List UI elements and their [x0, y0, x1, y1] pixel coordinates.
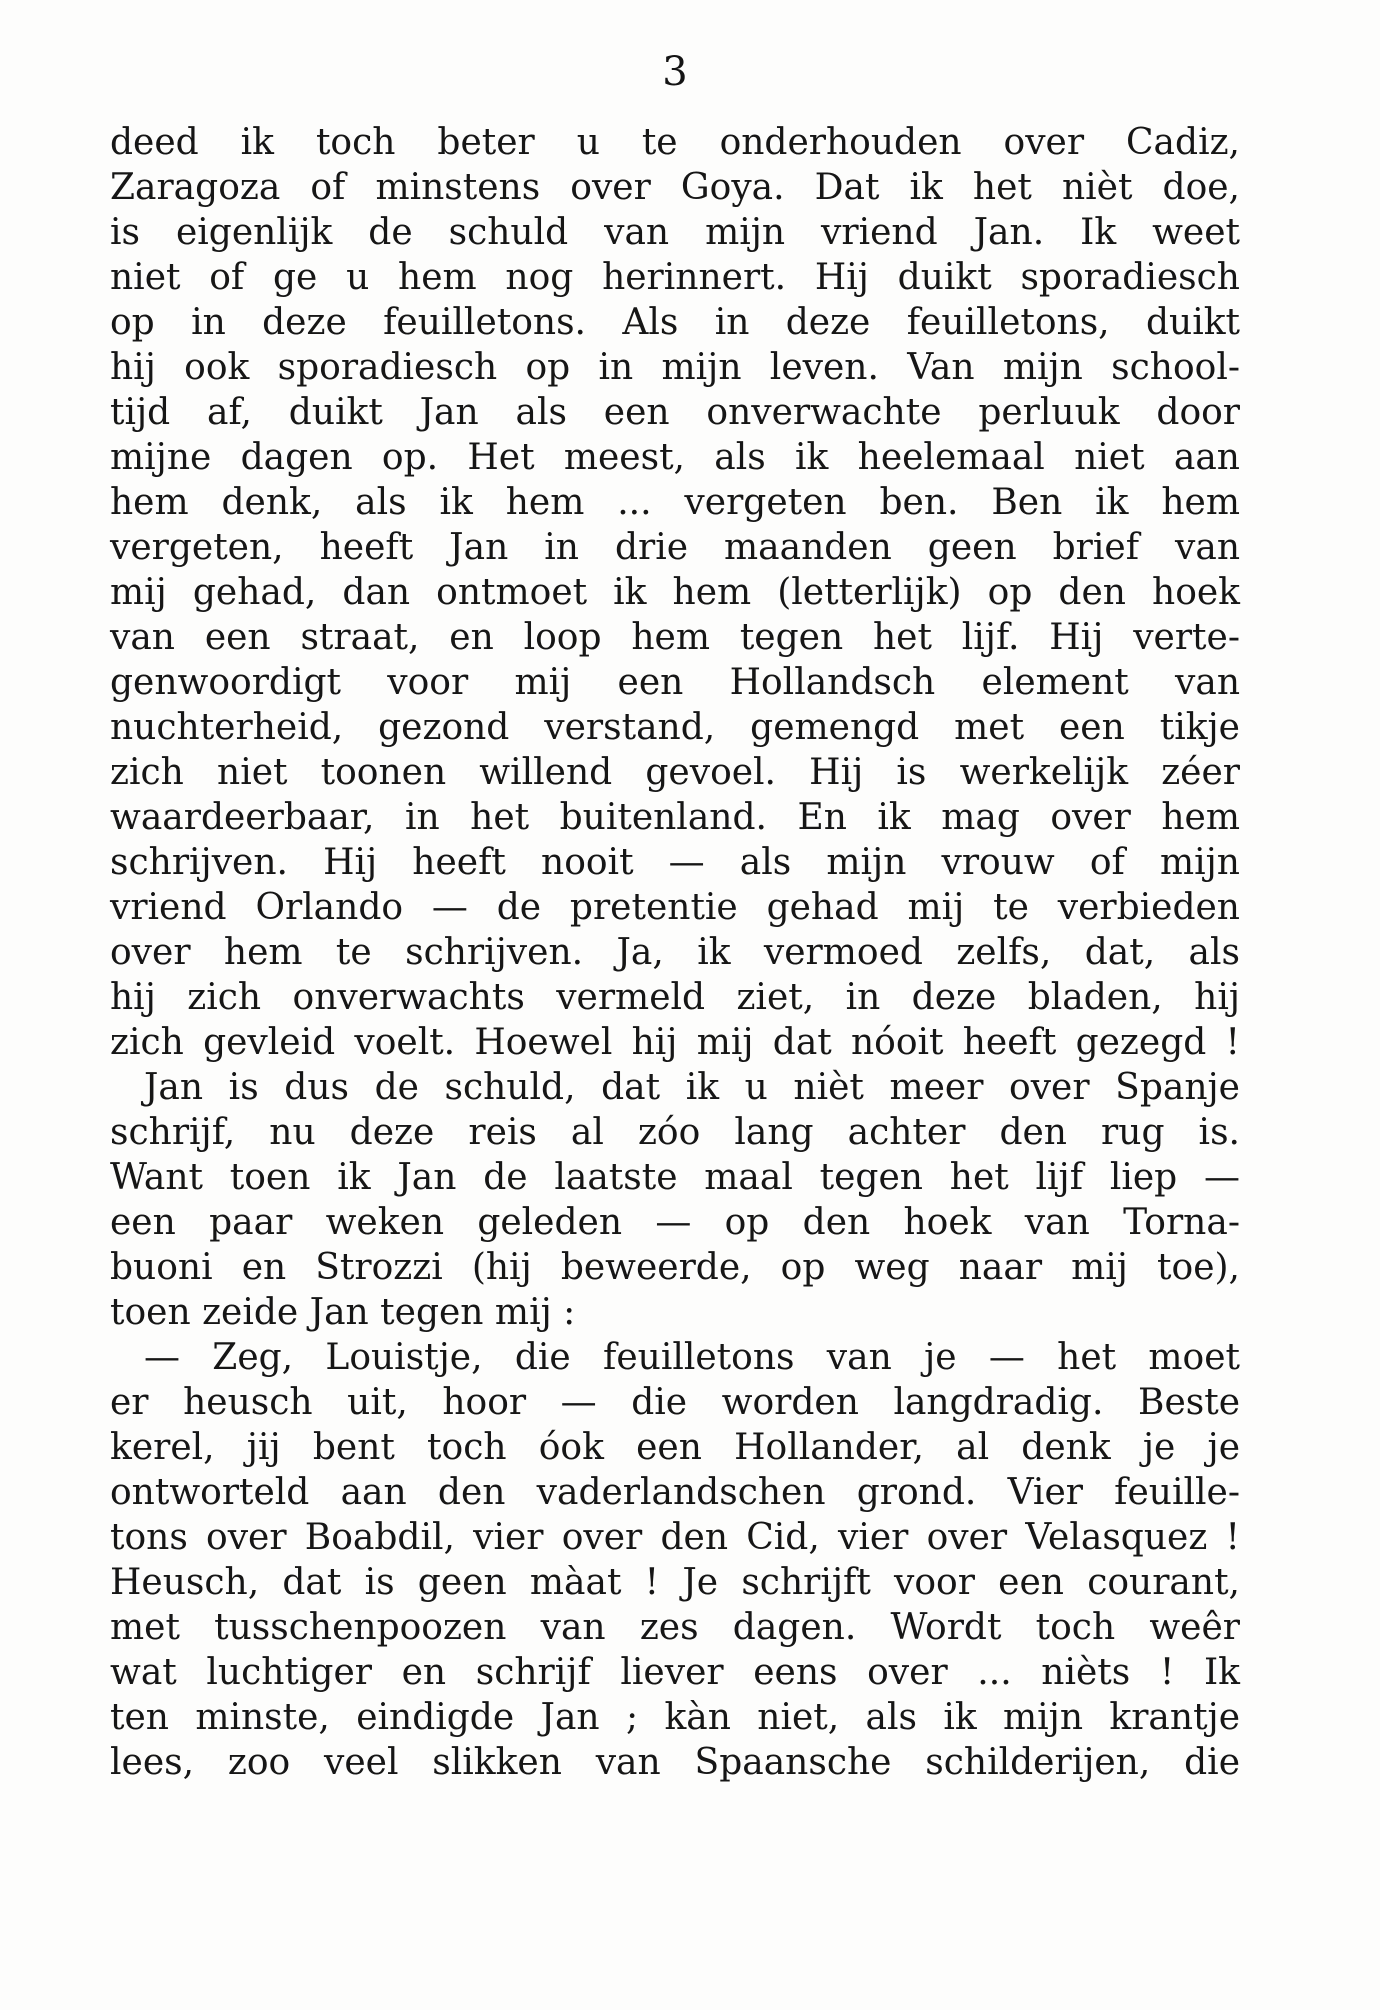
text-line: buoni en Strozzi (hij beweerde, op weg naar mij toe), — [110, 1247, 1240, 1288]
text-line: niet of ge u hem nog herinnert. Hij duikt sporadiesch — [110, 257, 1240, 298]
text-line: ontworteld aan den vaderlandschen grond. Vier feuille- — [110, 1472, 1240, 1513]
text-line: Jan is dus de schuld, dat ik u nièt meer over Spanje — [144, 1067, 1240, 1108]
text-line: ten minste, eindigde Jan ; kàn niet, als ik mijn krantje — [110, 1697, 1240, 1738]
page-number: 3 — [662, 49, 688, 95]
text-line: mij gehad, dan ontmoet ik hem (letterlijk) op den hoek — [110, 572, 1240, 613]
text-line: mijne dagen op. Het meest, als ik heelemaal niet aan — [110, 437, 1240, 478]
text-line: zich niet toonen willend gevoel. Hij is werkelijk zéer — [110, 752, 1240, 793]
text-line: een paar weken geleden — op den hoek van Torna- — [110, 1202, 1240, 1243]
text-line: wat luchtiger en schrijf liever eens over ... nièts ! Ik — [110, 1652, 1240, 1693]
text-line: er heusch uit, hoor — die worden langdradig. Beste — [110, 1382, 1240, 1423]
text-line: schrijven. Hij heeft nooit — als mijn vrouw of mijn — [110, 842, 1240, 883]
text-line: toen zeide Jan tegen mij : — [110, 1292, 576, 1333]
text-line: — Zeg, Louistje, die feuilletons van je — het moet — [144, 1337, 1240, 1378]
text-line: kerel, jij bent toch óok een Hollander, al denk je je — [110, 1427, 1240, 1468]
text-line: van een straat, en loop hem tegen het lijf. Hij verte- — [110, 617, 1240, 658]
text-line: Heusch, dat is geen màat ! Je schrijft voor een courant, — [110, 1562, 1240, 1603]
text-line: hem denk, als ik hem ... vergeten ben. Ben ik hem — [110, 482, 1240, 523]
text-line: deed ik toch beter u te onderhouden over Cadiz, — [110, 122, 1240, 163]
text-line: vergeten, heeft Jan in drie maanden geen brief van — [110, 527, 1240, 568]
text-line: Want toen ik Jan de laatste maal tegen het lijf liep — — [110, 1157, 1240, 1198]
text-line: hij ook sporadiesch op in mijn leven. Van mijn school- — [110, 347, 1240, 388]
text-line: over hem te schrijven. Ja, ik vermoed zelfs, dat, als — [110, 932, 1240, 973]
text-line: nuchterheid, gezond verstand, gemengd met een tikje — [110, 707, 1240, 748]
text-line: hij zich onverwachts vermeld ziet, in deze bladen, hij — [110, 977, 1240, 1018]
text-line: is eigenlijk de schuld van mijn vriend Jan. Ik weet — [110, 212, 1240, 253]
text-line: schrijf, nu deze reis al zóo lang achter den rug is. — [110, 1112, 1240, 1153]
text-line: genwoordigt voor mij een Hollandsch element van — [110, 662, 1240, 703]
text-line: waardeerbaar, in het buitenland. En ik mag over hem — [110, 797, 1240, 838]
text-line: tons over Boabdil, vier over den Cid, vier over Velasquez ! — [110, 1517, 1240, 1558]
text-line: lees, zoo veel slikken van Spaansche schilderijen, die — [110, 1742, 1240, 1783]
text-line: vriend Orlando — de pretentie gehad mij te verbieden — [110, 887, 1240, 928]
text-line: op in deze feuilletons. Als in deze feuilletons, duikt — [110, 302, 1240, 343]
text-line: Zaragoza of minstens over Goya. Dat ik het nièt doe, — [110, 167, 1240, 208]
text-line: met tusschenpoozen van zes dagen. Wordt toch weêr — [110, 1607, 1240, 1648]
body-text — [110, 120, 1240, 1785]
text-line: zich gevleid voelt. Hoewel hij mij dat nóoit heeft gezegd ! — [110, 1022, 1240, 1063]
text-line: tijd af, duikt Jan als een onverwachte perluuk door — [110, 392, 1240, 433]
